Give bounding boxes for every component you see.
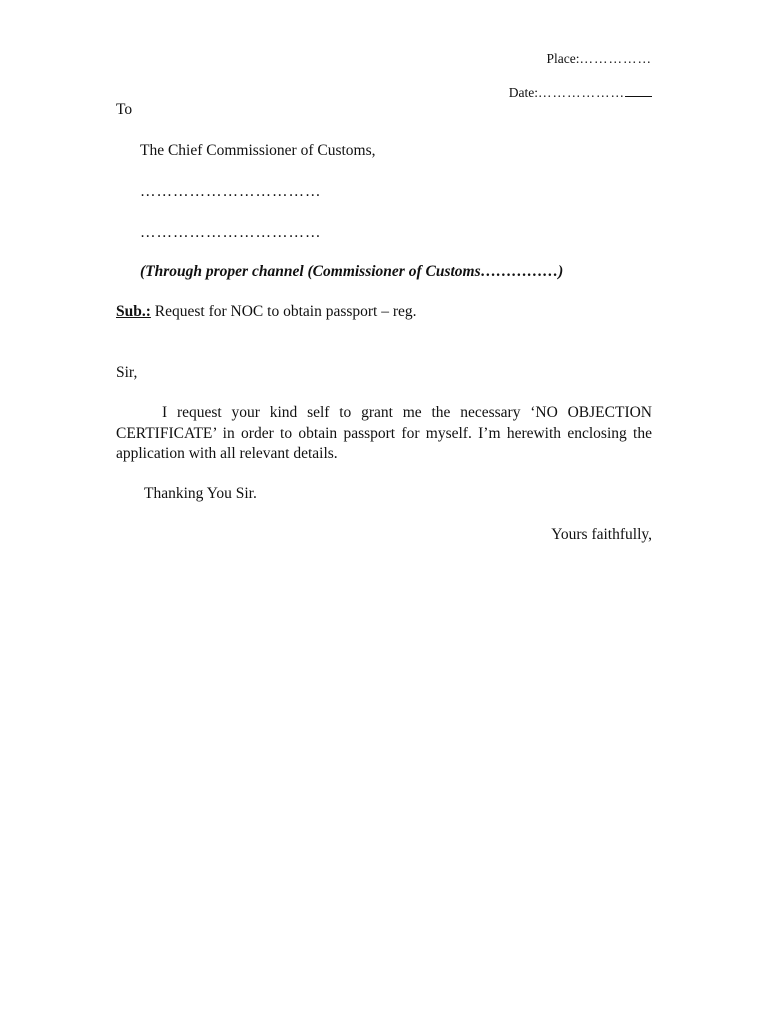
salutation: Sir, bbox=[116, 364, 138, 381]
subject-line bbox=[116, 303, 417, 321]
proper-channel-line: (Through proper channel (Commissioner of Customs……………) bbox=[140, 263, 564, 280]
subject-label: Sub.: bbox=[116, 303, 151, 320]
address-line-3: …………………………… bbox=[140, 224, 322, 241]
recipient-line: The Chief Commissioner of Customs, bbox=[140, 142, 376, 159]
signoff: Yours faithfully, bbox=[551, 526, 652, 543]
date-underline bbox=[625, 83, 652, 97]
subject-text: Request for NOC to obtain passport – reg. bbox=[150, 303, 417, 320]
date-line bbox=[509, 83, 652, 102]
body-paragraph: I request your kind self to grant me the necessary ‘NO OBJECTION CERTIFICATE’ in order to obtain passport for myself. I’m herewith enclosing the application with all relevant details. bbox=[116, 404, 652, 462]
address-line-2: …………………………… bbox=[140, 183, 322, 200]
place-label: Place: bbox=[546, 51, 580, 66]
place-line bbox=[547, 50, 653, 68]
place-blank: …………… bbox=[579, 51, 652, 66]
date-label: Date: bbox=[508, 85, 538, 100]
thanks-line: Thanking You Sir. bbox=[144, 485, 257, 502]
date-blank: ……………… bbox=[538, 85, 625, 100]
to-label: To bbox=[116, 101, 133, 118]
